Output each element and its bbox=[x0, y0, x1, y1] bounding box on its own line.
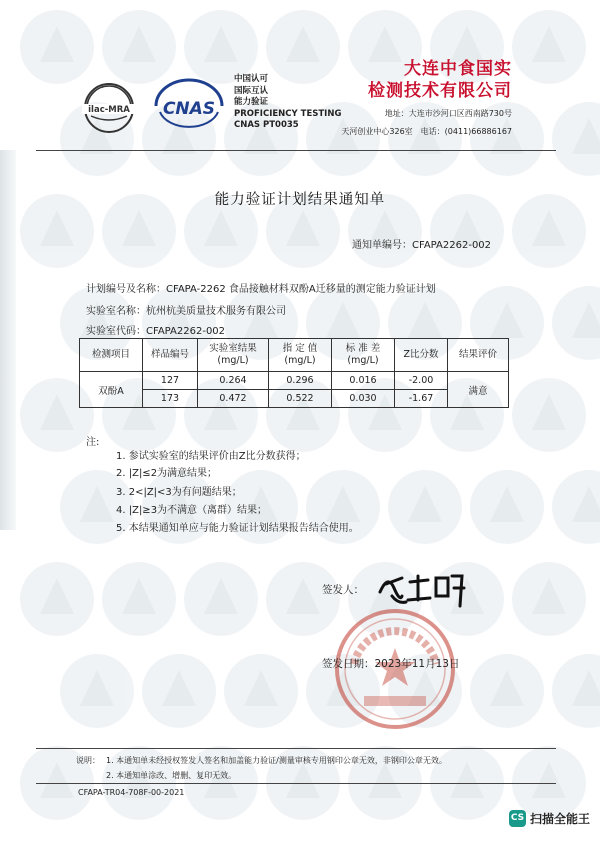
watermark-emblem bbox=[266, 562, 340, 636]
company-name-line2: 检测技术有限公司 bbox=[368, 81, 512, 101]
ilac-mra-logo bbox=[78, 82, 140, 134]
watermark-emblem bbox=[552, 286, 600, 360]
watermark-emblem bbox=[60, 654, 134, 728]
watermark-emblem bbox=[388, 470, 462, 544]
cell-z: -1.67 bbox=[395, 390, 448, 408]
company-block bbox=[341, 58, 512, 138]
watermark-emblem bbox=[512, 378, 586, 452]
col-header-assigned: 指 定 值 (mg/L) bbox=[269, 339, 332, 372]
cnas-logo-text: CNAS bbox=[162, 99, 216, 119]
table-header-row bbox=[80, 339, 509, 372]
cnas-line: 中国认可 bbox=[234, 74, 269, 84]
footer-line2: 2. 本通知单涂改、增删、复印无效。 bbox=[106, 771, 237, 780]
company-name-line1: 大连中食国实 bbox=[404, 59, 512, 79]
notice-number: 通知单编号：CFAPA2262-002 bbox=[352, 240, 492, 251]
lab-code-field: 实验室代码：CFAPA2262-002 bbox=[86, 326, 226, 337]
cell-assigned: 0.522 bbox=[269, 390, 332, 408]
table-row bbox=[80, 390, 509, 408]
company-address-line2: 天河创业中心326室 电话：(0411)66886167 bbox=[341, 127, 512, 136]
signer-label: 签发人： bbox=[322, 584, 364, 596]
scanner-label: 扫描全能王 bbox=[529, 812, 590, 826]
cell-assigned: 0.296 bbox=[269, 372, 332, 390]
cnas-line: 能力验证 bbox=[234, 97, 269, 107]
footer-line1: 1. 本通知单未经授权签发人签名和加盖能力验证/测量审核专用钢印公章无效，非钢印公章无效。 bbox=[106, 756, 447, 765]
watermark-emblem bbox=[184, 562, 258, 636]
table-row bbox=[80, 372, 509, 390]
results-table bbox=[79, 338, 509, 408]
cell-item: 双酚A bbox=[80, 372, 143, 408]
note-item: 4. |Z|≥3为不满意（离群）结果； bbox=[116, 505, 268, 516]
cell-sample: 127 bbox=[143, 372, 198, 390]
plan-field: 计划编号及名称：CFAPA-2262 食品接触材料双酚A迁移量的测定能力验证计划 bbox=[86, 284, 436, 295]
watermark-emblem bbox=[142, 654, 216, 728]
watermark-emblem bbox=[470, 470, 544, 544]
cell-sd: 0.030 bbox=[332, 390, 395, 408]
col-header-evaluation: 结果评价 bbox=[448, 339, 509, 372]
issue-date: 签发日期：2023年11月13日 bbox=[322, 658, 460, 670]
header-logos bbox=[78, 70, 348, 140]
ilac-logo-text: ilac-MRA bbox=[88, 105, 130, 115]
watermark-emblem bbox=[470, 654, 544, 728]
footer-divider bbox=[36, 748, 556, 749]
form-code: CFAPA-TR04-708F-00-2021 bbox=[78, 788, 185, 797]
cnas-line: 国际互认 bbox=[234, 85, 269, 96]
lab-name-field: 实验室名称：杭州杭美质量技术服务有限公司 bbox=[86, 306, 286, 317]
watermark-emblem bbox=[552, 102, 600, 176]
cell-evaluation: 满意 bbox=[448, 372, 509, 408]
document-title: 能力验证计划结果通知单 bbox=[214, 192, 386, 208]
watermark-emblem bbox=[224, 654, 298, 728]
cell-sample: 173 bbox=[143, 390, 198, 408]
company-address-line1: 地址：大连市沙河口区西南路730号 bbox=[384, 109, 512, 118]
note-item: 1. 参试实验室的结果评价由Z比分数获得； bbox=[116, 451, 306, 462]
watermark-emblem bbox=[552, 654, 600, 728]
watermark-emblem bbox=[512, 10, 586, 84]
cell-z: -2.00 bbox=[395, 372, 448, 390]
header-divider bbox=[36, 150, 556, 151]
watermark-emblem bbox=[102, 562, 176, 636]
notes-label: 注: bbox=[86, 437, 100, 448]
cnas-accreditation-text bbox=[234, 74, 341, 132]
watermark-emblem bbox=[512, 562, 586, 636]
note-item: 5. 本结果通知单应与能力验证计划结果报告结合使用。 bbox=[116, 523, 359, 534]
camscanner-icon: CS bbox=[509, 810, 526, 827]
footer-label: 说明： bbox=[76, 756, 100, 765]
col-header-sample: 样品编号 bbox=[143, 339, 198, 372]
cell-sd: 0.016 bbox=[332, 372, 395, 390]
note-item: 2. |Z|≤2为满意结果； bbox=[116, 468, 218, 479]
col-header-sd: 标 准 差 (mg/L) bbox=[332, 339, 395, 372]
cnas-logo bbox=[150, 76, 228, 136]
col-header-result: 实验室结果 (mg/L) bbox=[198, 339, 269, 372]
col-header-z: Z比分数 bbox=[395, 339, 448, 372]
footer-bottom-divider bbox=[36, 783, 556, 784]
col-header-item: 检测项目 bbox=[80, 339, 143, 372]
cell-result: 0.472 bbox=[198, 390, 269, 408]
cnas-line: CNAS PT0035 bbox=[234, 120, 299, 130]
scanner-watermark bbox=[509, 810, 590, 827]
watermark-emblem bbox=[552, 470, 600, 544]
watermark-emblem bbox=[20, 562, 94, 636]
cnas-line: PROFICIENCY TESTING bbox=[234, 108, 342, 119]
notes-section bbox=[86, 433, 359, 534]
note-item: 3. 2<|Z|<3为有问题结果； bbox=[116, 487, 242, 498]
cell-result: 0.264 bbox=[198, 372, 269, 390]
